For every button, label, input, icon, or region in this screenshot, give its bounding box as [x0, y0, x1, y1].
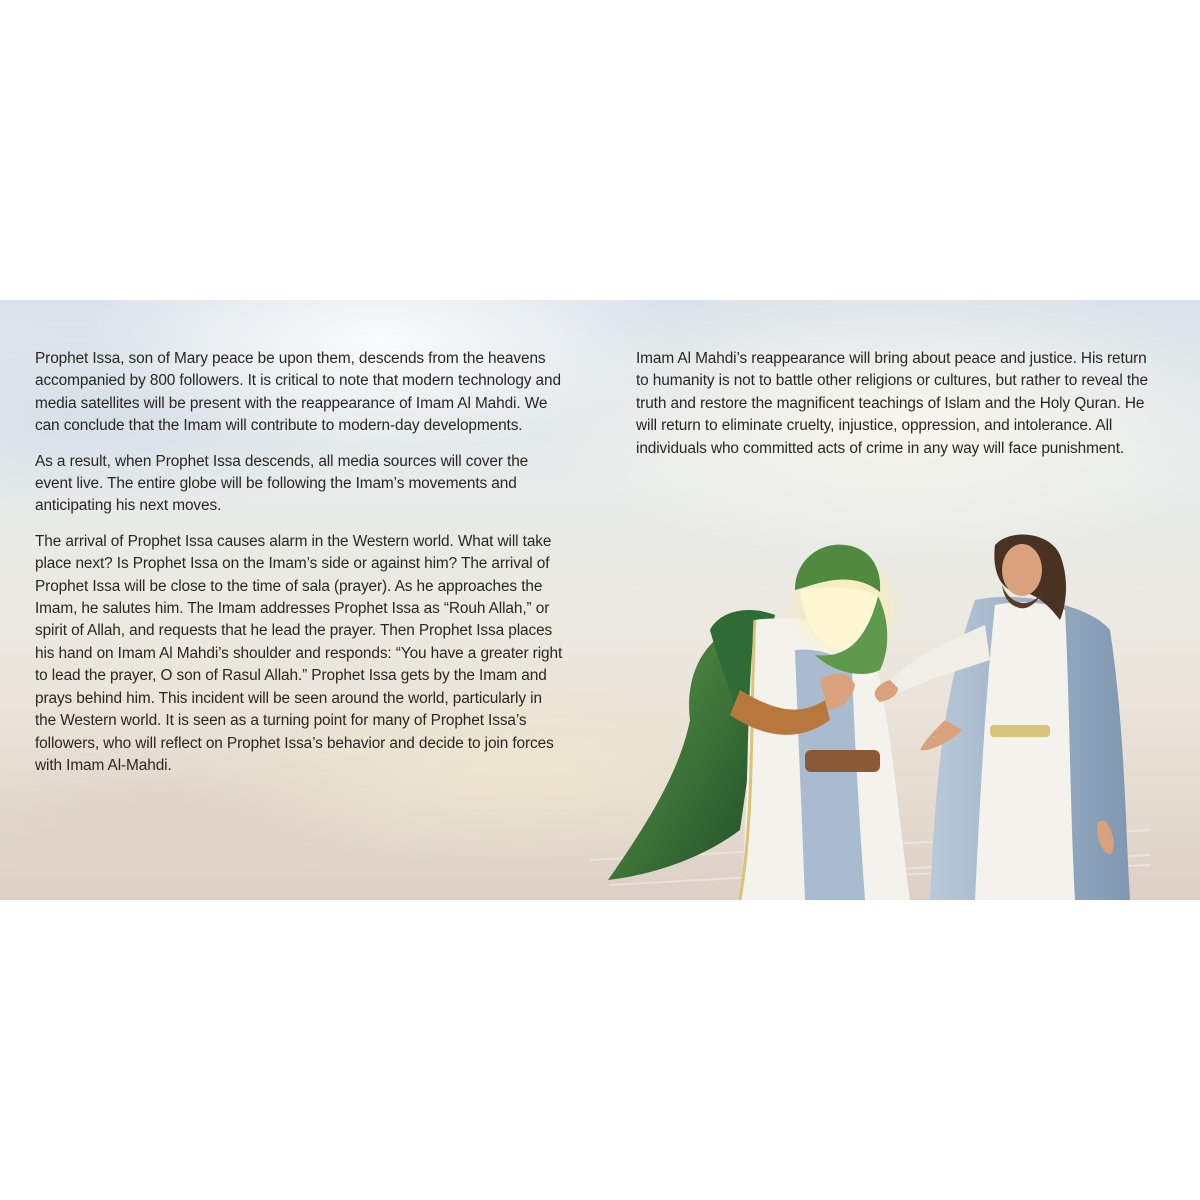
left-text-column [35, 348, 567, 790]
two-figures-illustration [590, 530, 1150, 900]
book-spread [0, 300, 1200, 900]
left-paragraph-2: As a result, when Prophet Issa descends, all media sources will cover the event live. The entire globe will be following the Imam’s movements and anticipating his next moves. [35, 452, 529, 515]
right-text-column [636, 348, 1156, 473]
imam-figure [608, 545, 910, 900]
right-paragraph-1: Imam Al Mahdi’s reappearance will bring about peace and justice. His return to humanity is not to battle other religions or cultures, but rather to reveal the truth and restore the magnificent teachings of Islam and the Holy Quran. He will return to eliminate cruelty, injustice, oppression, and intolerance. All individuals who committed acts of crime in any way will face punishment. [636, 350, 1148, 457]
issa-face [1002, 544, 1042, 596]
left-paragraph-1: Prophet Issa, son of Mary peace be upon them, descends from the heavens accompanied by 800 followers. It is critical to note that modern technology and media satellites will be present with the reappearance of Imam Al Mahdi. We can conclude that the Imam will contribute to modern-day developments. [35, 350, 561, 435]
left-paragraph-3: The arrival of Prophet Issa causes alarm in the Western world. What will take place next? Is Prophet Issa on the Imam’s side or against him? The arrival of Prophet Issa will be close to the time of sala (prayer). As he approaches the Imam, he salutes him. The Imam addresses Prophet Issa as “Rouh Allah,” or spirit of Allah, and requests that he lead the prayer. Then Prophet Issa places his hand on Imam Al Mahdi’s shoulder and responds: “You have a greater right to lead the prayer, O son of Rasul Allah.” Prophet Issa gets by the Imam and prays behind him. This incident will be seen around the world, particularly in the Western world. It is seen as a turning point for many of Prophet Issa’s followers, who will reflect on Prophet Issa’s behavior and decide to join forces with Imam Al-Mahdi. [35, 532, 563, 774]
issa-figure [875, 535, 1130, 900]
